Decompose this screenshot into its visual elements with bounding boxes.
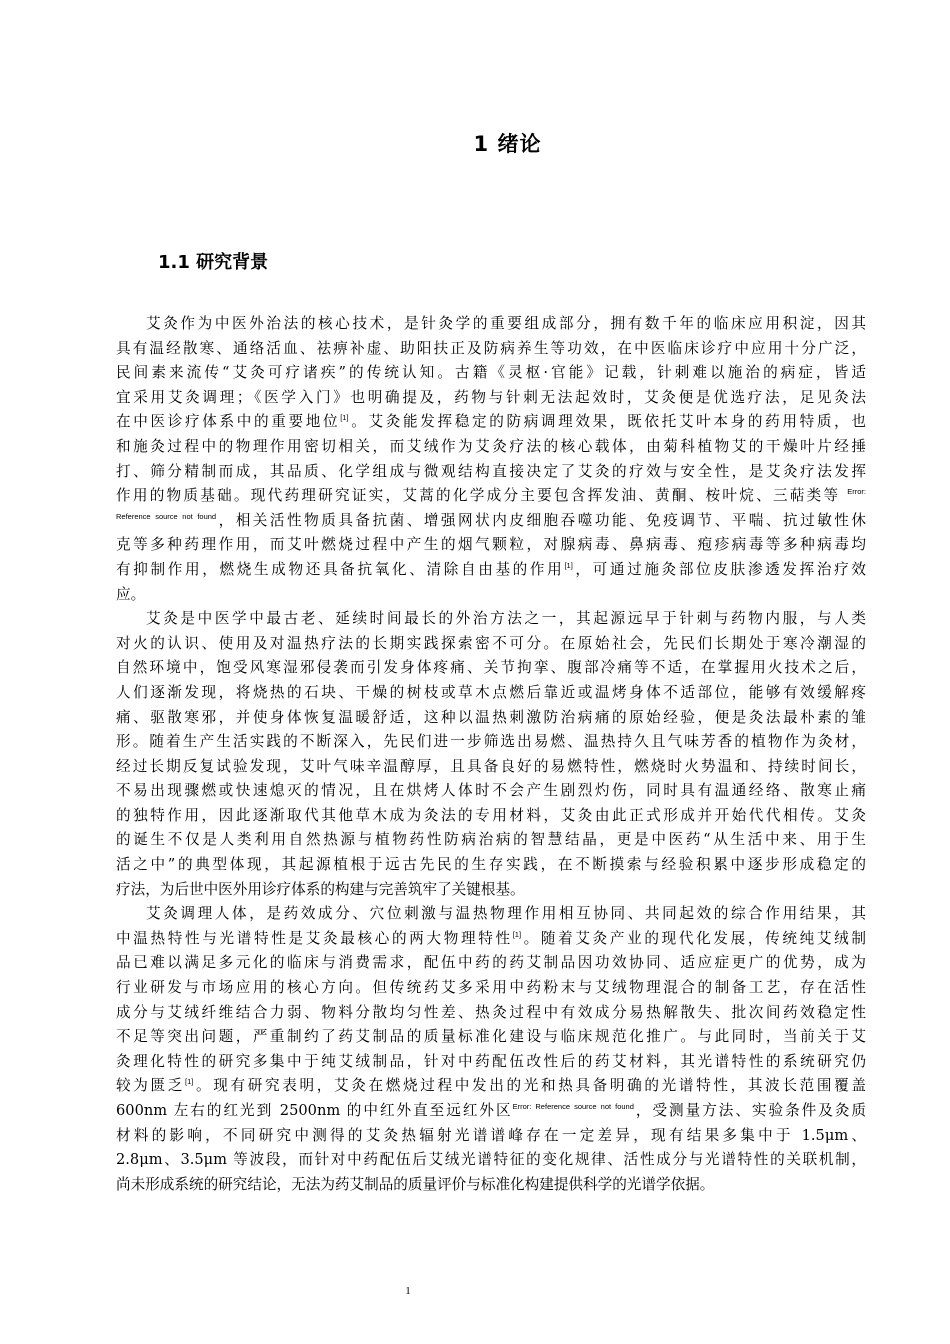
text-span: 。随着艾灸产业的现代化发展，传统纯艾绒制 <box>521 929 866 947</box>
citation-ref: [1] <box>564 560 573 570</box>
text-line <box>116 1074 866 1099</box>
text-line: 人们逐渐发现，将烧热的石块、干燥的树枝或草木点燃后靠近或温烤身体不适部位，能够有效缓解疼 <box>116 683 866 701</box>
text-line: 和施灸过程中的物理作用密切相关，而艾绒作为艾灸疗法的核心载体，由菊科植物艾的干燥叶片经捶 <box>116 437 866 455</box>
text-span: 在中医诊疗体系中的重要地位 <box>116 413 341 431</box>
text-line: 对火的认识、使用及对温热疗法的长期实践探索密不可分。在原始社会，先民们长期处于寒冷潮湿的 <box>116 634 866 652</box>
text-span: 600nm 左右的红光到 2500nm 的中红外直至远红外区 <box>116 1102 513 1119</box>
text-line: 的独特作用，因此逐渐取代其他草木成为灸法的专用材料，艾灸由此正式形成并开始代代相传。艾灸 <box>116 806 866 824</box>
text-line: 痛、驱散寒邪，并使身体恢复温暖舒适，这种以温热刺激防治病痛的原始经验，便是灸法最朴素的雏 <box>116 708 866 726</box>
page-number: 1 <box>405 1285 411 1297</box>
text-line: 宜采用艾灸调理；《医学入门》也明确提及，药物与针刺无法起效时，艾灸便是优选疗法，足见灸法 <box>116 388 866 406</box>
text-line: 克等多种药理作用，而艾叶燃烧过程中产生的烟气颗粒，对腺病毒、鼻病毒、疱疹病毒等多种病毒均 <box>116 536 866 554</box>
paragraph <box>116 607 866 902</box>
text-span: 中温热特性与光谱特性是艾灸最核心的两大物理特性 <box>116 929 513 947</box>
text-span: 有抑制作用，燃烧生成物还具备抗氧化、清除自由基的作用 <box>116 560 565 578</box>
text-line: 的诞生不仅是人类利用自然热源与植物药性防病治病的智慧结晶，更是中医药“从生活中来、用于生 <box>116 831 866 849</box>
body-text <box>116 312 866 1197</box>
text-line <box>116 1099 866 1124</box>
text-span: 较为匮乏 <box>116 1077 185 1095</box>
paragraph <box>116 312 866 607</box>
text-line: 经过长期反复试验发现，艾叶气味辛温醇厚，且具备良好的易燃特性，燃烧时火势温和、持续时间长， <box>116 757 866 775</box>
citation-ref: Error: <box>847 487 866 497</box>
text-line: 应。 <box>116 585 146 603</box>
citation-ref: [1] <box>185 1077 194 1087</box>
text-span: 。现有研究表明，艾灸在燃烧过程中发出的光和热具备明确的光谱特性，其波长范围覆盖 <box>193 1077 866 1095</box>
citation-ref: Error: Reference source not found <box>512 1102 634 1111</box>
text-line: 不易出现骤燃或快速熄灭的情况，且在烘烤人体时不会产生剧烈灼伤，同时具有温通经络、散寒止痛 <box>116 782 866 800</box>
chapter-title: 1 绪论 <box>473 132 542 156</box>
text-span: 作用的物质基础。现代药理研究证实，艾蒿的化学成分主要包含挥发油、黄酮、桉叶烷、三萜类等 <box>116 487 848 505</box>
text-line: 打、筛分精制而成，其品质、化学组成与微观结构直接决定了艾灸的疗效与安全性，是艾灸疗法发挥 <box>116 462 866 480</box>
section-title: 1.1 研究背景 <box>158 252 269 273</box>
text-line: 2.8μm、3.5μm 等波段，而针对中药配伍后艾绒光谱特征的变化规律、活性成分与光谱特性的关联机制， <box>116 1151 866 1169</box>
text-line: 灸理化特性的研究多集中于纯艾绒制品，针对中药配伍改性后的药艾材料，其光谱特性的系统研究仍 <box>116 1052 866 1070</box>
text-line: 艾灸调理人体，是药效成分、穴位刺激与温热物理作用相互协同、共同起效的综合作用结果，其 <box>146 905 866 923</box>
text-line: 疗法，为后世中医外用诊疗体系的构建与完善筑牢了关键根基。 <box>116 880 525 898</box>
text-span: ，受测量方法、实验条件及灸质 <box>633 1102 866 1119</box>
text-span: ，相关活性物质具备抗菌、增强网状内皮细胞吞噬功能、免疫调节、平喘、抗过敏性休 <box>216 511 866 529</box>
text-span: 。艾灸能发挥稳定的防病调理效果，既依托艾叶本身的药用特质，也 <box>348 413 866 431</box>
text-line: 形。随着生产生活实践的不断深入，先民们进一步筛选出易燃、温热持久且气味芳香的植物作为灸材， <box>116 733 866 751</box>
text-span: ，可通过施灸部位皮肤渗透发挥治疗效 <box>572 560 866 578</box>
text-line <box>116 927 866 952</box>
citation-ref: [1] <box>340 413 349 423</box>
paragraph <box>116 902 866 1197</box>
citation-ref: [1] <box>512 929 522 939</box>
text-line <box>116 484 866 509</box>
text-line <box>116 509 866 534</box>
text-line: 成分与艾绒纤维结合力弱、物料分散均匀性差、热灸过程中有效成分易热解散失、批次间药效稳定性 <box>116 1003 866 1021</box>
text-line: 艾灸作为中医外治法的核心技术，是针灸学的重要组成部分，拥有数千年的临床应用积淀，因其 <box>146 315 866 332</box>
text-line: 行业研发与市场应用的核心方向。但传统药艾多采用中药粉末与艾绒物理混合的制备工艺，存在活性 <box>116 979 866 997</box>
citation-ref: Reference source not found <box>116 511 217 521</box>
text-line: 材料的影响，不同研究中测得的艾灸热辐射光谱谱峰存在一定差异，现有结果多集中于 1.5μm、 <box>116 1126 866 1144</box>
text-line <box>116 558 866 583</box>
text-line: 民间素来流传“艾灸可疗诸疾”的传统认知。古籍《灵枢·官能》记载，针刺难以施治的病症，皆适 <box>116 364 866 382</box>
text-line: 不足等突出问题，严重制约了药艾制品的质量标准化建设与临床规范化推广。与此同时，当前关于艾 <box>116 1028 866 1046</box>
text-line: 品已难以满足多元化的临床与消费需求，配伍中药的药艾制品因功效协同、适应症更广的优势，成为 <box>116 954 866 972</box>
text-line: 自然环境中，饱受风寒湿邪侵袭而引发身体疼痛、关节拘挛、腹部冷痛等不适，在掌握用火技术之后， <box>116 659 866 677</box>
text-line: 具有温经散寒、通络活血、祛痹补虚、助阳扶正及防病养生等功效，在中医临床诊疗中应用十分广泛， <box>116 339 866 357</box>
text-line: 尚未形成系统的研究结论，无法为药艾制品的质量评价与标准化构建提供科学的光谱学依据。 <box>116 1175 715 1193</box>
text-line: 活之中”的典型体现，其起源植根于远古先民的生存实践，在不断摸索与经验积累中逐步形成稳定的 <box>116 856 866 874</box>
text-line: 艾灸是中医学中最古老、延续时间最长的外治方法之一，其起源远早于针刺与药物内服，与人类 <box>146 610 866 628</box>
text-line <box>116 410 866 435</box>
